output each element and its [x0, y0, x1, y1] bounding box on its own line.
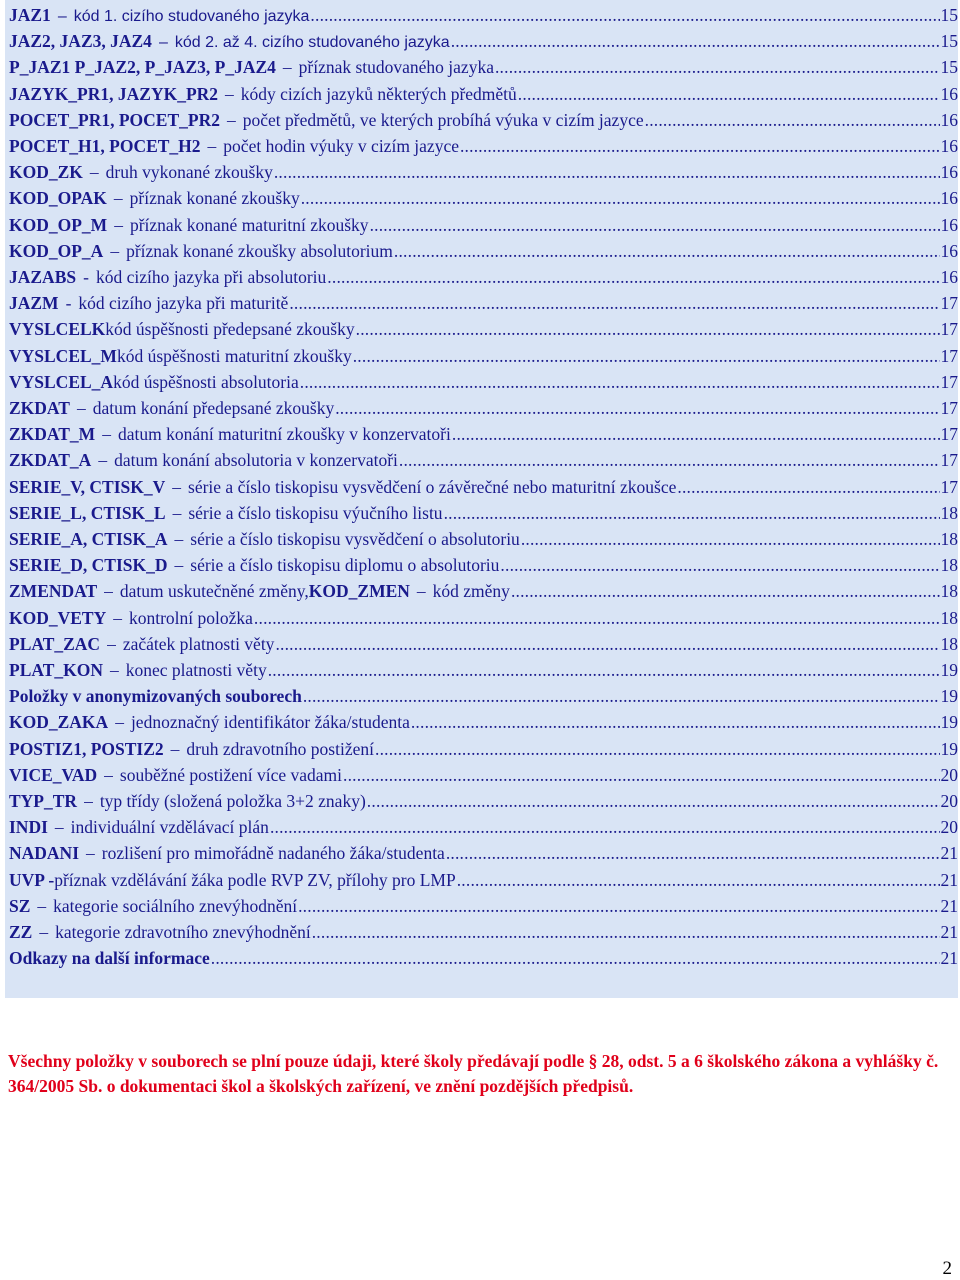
toc-entry-code: JAZABS	[9, 267, 77, 287]
toc-entry-code: ZKDAT_M	[9, 424, 96, 445]
dot-leader	[254, 605, 940, 631]
toc-entry-description: jednoznačný identifikátor žáka/studenta	[130, 712, 410, 733]
toc-entry-description: kontrolní položka	[128, 607, 253, 628]
toc-entry-separator: –	[84, 791, 93, 811]
toc-entry[interactable]	[9, 421, 958, 447]
toc-entry[interactable]	[9, 657, 958, 683]
toc-entry[interactable]	[9, 736, 958, 762]
toc-entry-page-number: 17	[940, 398, 958, 418]
toc-entry[interactable]	[9, 840, 958, 866]
toc-entry-code: JAZM	[9, 293, 59, 314]
toc-entry-page-number: 18	[940, 555, 958, 576]
toc-entry-page-number: 21	[940, 869, 958, 890]
toc-entry-description: kód úspěšnosti maturitní zkoušky	[116, 345, 352, 366]
toc-entry-separator: –	[225, 83, 234, 104]
toc-entry-description: příznak konané maturitní zkoušky	[129, 214, 369, 235]
dot-leader	[289, 290, 939, 316]
toc-entry-description: série a číslo tiskopisu výučního listu	[188, 502, 443, 523]
toc-entry[interactable]	[9, 631, 958, 657]
toc-entry-separator: –	[39, 922, 49, 942]
toc-entry-description: série a číslo tiskopisu vysvědčení o závěrečné nebo maturitní zkoušce	[188, 476, 677, 497]
toc-entry-description: kód úspěšnosti předepsané zkoušky	[105, 319, 355, 340]
dot-leader	[495, 54, 940, 80]
toc-entry-separator: –	[226, 109, 236, 130]
toc-entry-page-number: 17	[940, 293, 958, 314]
toc-entry-description: datum uskutečněné změny,	[119, 581, 309, 602]
legal-notice: Všechny položky v souborech se plní pouze údaji, které školy předávají podle § 28, odst. 5 a 6 školského zákona a vyhlášky č. 364/2005 Sb. o dokumentaci škol a školských zařízení, ve znění pozdějších předpisů.	[8, 1051, 939, 1096]
dot-leader	[300, 369, 940, 395]
toc-entry-separator: –	[98, 450, 108, 471]
toc-entry-page-number: 18	[940, 607, 958, 628]
toc-entry[interactable]	[9, 814, 958, 840]
dot-leader	[327, 264, 939, 290]
table-of-contents	[5, 0, 958, 998]
toc-entry-page-number: 17	[940, 371, 958, 392]
toc-entry-code: VYSLCEL_M	[9, 345, 117, 366]
dot-leader	[270, 814, 940, 840]
toc-entry-page-number: 15	[940, 31, 958, 52]
toc-entry-page-number: 21	[940, 922, 958, 942]
toc-entry-page-number: 20	[940, 764, 958, 785]
dot-leader	[444, 500, 940, 526]
toc-entry-page-number: 18	[940, 581, 958, 602]
dot-leader	[298, 893, 939, 919]
dot-leader	[511, 578, 940, 604]
dot-leader	[310, 2, 939, 28]
toc-entry-code: INDI	[9, 817, 48, 838]
toc-entry-code: ZKDAT_A	[9, 450, 92, 471]
toc-entry-description: série a číslo tiskopisu diplomu o absolutoriu	[190, 555, 500, 576]
toc-entry-page-number: 19	[940, 660, 958, 680]
toc-entry-code: POCET_PR1, POCET_PR2	[9, 109, 220, 130]
dot-leader	[370, 212, 940, 238]
toc-entry[interactable]	[9, 395, 958, 421]
dot-leader	[211, 945, 940, 971]
toc-entry[interactable]	[9, 919, 958, 945]
toc-entry-separator: –	[174, 529, 184, 549]
toc-entry-page-number: 16	[940, 240, 958, 261]
toc-entry-separator: –	[282, 57, 292, 78]
toc-entry-code: UVP -	[9, 869, 55, 890]
toc-entry-code: SERIE_D, CTISK_D	[9, 555, 168, 576]
dot-leader	[645, 107, 940, 133]
toc-entry-description: počet hodin výuky v cizím jazyce	[223, 136, 459, 156]
toc-entry-separator: –	[104, 581, 113, 602]
toc-entry[interactable]	[9, 316, 958, 342]
toc-entry-description: příznak vzdělávání žáka podle RVP ZV, přílohy pro LMP	[54, 869, 456, 890]
dot-leader	[460, 133, 940, 159]
toc-entry[interactable]	[9, 762, 958, 788]
toc-entry[interactable]	[9, 526, 958, 552]
toc-entry-description: kód 2. až 4. cizího studovaného jazyka	[174, 34, 450, 52]
toc-entry-description: příznak studovaného jazyka	[298, 57, 494, 78]
toc-entry-code: SERIE_A, CTISK_A	[9, 529, 168, 549]
toc-entry[interactable]	[9, 290, 958, 316]
toc-entry[interactable]	[9, 238, 958, 264]
toc-entry-code: VYSLCEL_A	[9, 371, 114, 392]
toc-entry[interactable]	[9, 343, 958, 369]
toc-entry-description: kód úspěšnosti absolutoria	[113, 371, 299, 392]
dot-leader	[452, 421, 940, 447]
toc-entry-page-number: 20	[940, 817, 958, 838]
dot-leader	[394, 238, 940, 264]
dot-leader	[335, 395, 939, 421]
toc-entry[interactable]	[9, 81, 958, 107]
dot-leader	[375, 736, 940, 762]
toc-entry-separator: -	[65, 293, 72, 314]
toc-entry-separator: –	[172, 476, 182, 497]
toc-entry-code: SZ	[9, 895, 31, 916]
toc-entry[interactable]	[9, 552, 958, 578]
toc-entry-separator: –	[174, 555, 184, 576]
toc-entry-code: TYP_TR	[9, 791, 78, 811]
toc-entry[interactable]	[9, 709, 958, 735]
toc-entry-page-number: 15	[940, 5, 958, 25]
toc-entry-code: ZZ	[9, 922, 33, 942]
toc-entry[interactable]	[9, 945, 958, 971]
toc-entry-description: příznak konané zkoušky	[129, 188, 300, 209]
toc-entry-code: POCET_H1, POCET_H2	[9, 136, 201, 156]
toc-entry-code: VICE_VAD	[9, 764, 98, 785]
toc-entry-code: JAZYK_PR1, JAZYK_PR2	[9, 83, 219, 104]
toc-entry-description: rozlišení pro mimořádně nadaného žáka/studenta	[101, 843, 445, 864]
toc-entry-code: SERIE_L, CTISK_L	[9, 502, 166, 523]
toc-entry-description: kategorie sociálního znevýhodnění	[53, 895, 298, 916]
toc-entry-code: VYSLCELK	[9, 319, 106, 340]
toc-entry-description: datum konání absolutoria v konzervatoři	[114, 450, 398, 471]
toc-entry-page-number: 16	[940, 109, 958, 130]
toc-entry-page-number: 19	[940, 712, 958, 733]
toc-entry-description: kód změny	[432, 581, 510, 602]
toc-entry-page-number: 19	[940, 686, 958, 707]
toc-entry-description: kód cizího jazyka při absolutoriu	[95, 267, 327, 287]
dot-leader	[303, 683, 940, 709]
toc-entry-separator: –	[170, 738, 180, 759]
toc-entry[interactable]	[9, 28, 958, 54]
toc-entry-description: kategorie zdravotního znevýhodnění	[55, 922, 311, 942]
dot-leader	[399, 447, 940, 473]
toc-entry-page-number: 18	[940, 633, 958, 654]
toc-entry-page-number: 17	[940, 424, 958, 445]
toc-entry-separator: –	[207, 136, 217, 156]
toc-entry[interactable]	[9, 159, 958, 185]
toc-entry[interactable]	[9, 2, 958, 28]
toc-entry-code: NADANI	[9, 843, 79, 864]
toc-entry-separator: –	[104, 764, 113, 785]
toc-entry-code: ZKDAT	[9, 398, 70, 418]
toc-entry-description: datum konání maturitní zkoušky v konzervatoři	[117, 424, 451, 445]
toc-entry-description: počet předmětů, ve kterých probíhá výuka v cizím jazyce	[242, 109, 644, 130]
toc-entry-code: KOD_ZMEN	[308, 581, 410, 602]
toc-entry[interactable]	[9, 447, 958, 473]
dot-leader	[500, 552, 939, 578]
toc-entry-page-number: 15	[940, 57, 958, 78]
dot-leader	[301, 185, 940, 211]
toc-entry-code: KOD_VETY	[9, 607, 107, 628]
dot-leader	[411, 709, 940, 735]
toc-entry-code: SERIE_V, CTISK_V	[9, 476, 166, 497]
toc-entry-separator: –	[113, 607, 122, 628]
toc-entry-page-number: 17	[940, 476, 958, 497]
toc-entry-page-number: 18	[940, 529, 958, 549]
toc-entry-description: druh vykonané zkoušky	[105, 162, 273, 183]
toc-entry-description: kód 1. cizího studovaného jazyka	[73, 8, 310, 25]
dot-leader	[677, 474, 939, 500]
dot-leader	[343, 762, 940, 788]
toc-entry-page-number: 20	[940, 791, 958, 811]
dot-leader	[353, 343, 940, 369]
dot-leader	[521, 526, 940, 552]
toc-entry[interactable]	[9, 605, 958, 631]
toc-entry-page-number: 16	[940, 136, 958, 156]
toc-entry-description: individuální vzdělávací plán	[70, 817, 269, 838]
toc-entry-code: PLAT_ZAC	[9, 633, 101, 654]
toc-entry[interactable]	[9, 578, 958, 604]
dot-leader	[446, 840, 940, 866]
toc-entry-page-number: 16	[940, 188, 958, 209]
toc-entry-page-number: 16	[940, 83, 958, 104]
toc-entry-separator: –	[89, 162, 99, 183]
toc-entry[interactable]	[9, 54, 958, 80]
dot-leader	[268, 657, 940, 683]
toc-entry-separator: -	[83, 267, 89, 287]
toc-entry-separator: –	[54, 817, 64, 838]
toc-entry-code: KOD_OPAK	[9, 188, 107, 209]
toc-entry[interactable]	[9, 867, 958, 893]
toc-entry-page-number: 17	[940, 450, 958, 471]
toc-entry-code: KOD_ZK	[9, 162, 83, 183]
toc-entry-code: KOD_ZAKA	[9, 712, 109, 733]
toc-entry-separator: –	[416, 581, 426, 602]
toc-entry-description: souběžné postižení více vadami	[119, 764, 342, 785]
toc-entry[interactable]	[9, 369, 958, 395]
dot-leader	[274, 159, 940, 185]
toc-entry-page-number: 21	[940, 948, 958, 969]
toc-entry-page-number: 17	[940, 345, 958, 366]
toc-entry[interactable]	[9, 474, 958, 500]
toc-entry-description: kódy cizích jazyků některých předmětů	[240, 83, 517, 104]
toc-entry-page-number: 21	[940, 895, 958, 916]
toc-entry-page-number: 17	[940, 319, 958, 340]
toc-entry-description: typ třídy (složená položka 3+2 znaky)	[99, 791, 366, 811]
toc-entry-description: začátek platnosti věty	[122, 633, 275, 654]
toc-entry-description: konec platnosti věty	[125, 660, 267, 680]
toc-entry[interactable]	[9, 212, 958, 238]
toc-entry-code: Odkazy na další informace	[9, 948, 210, 969]
toc-entry-description: série a číslo tiskopisu vysvědčení o absolutoriu	[190, 529, 520, 549]
dot-leader	[518, 81, 940, 107]
page-number: 2	[942, 1258, 952, 1279]
toc-entry-code: ZMENDAT	[9, 581, 98, 602]
toc-entry[interactable]	[9, 683, 958, 709]
toc-entry-separator: –	[110, 660, 119, 680]
toc-entry[interactable]	[9, 185, 958, 211]
toc-entry-page-number: 16	[940, 267, 958, 287]
toc-entry[interactable]	[9, 500, 958, 526]
toc-entry-code: POSTIZ1, POSTIZ2	[9, 738, 164, 759]
toc-entry-separator: –	[57, 8, 67, 25]
toc-entry-description: kód cizího jazyka při maturitě	[78, 293, 289, 314]
dot-leader	[275, 631, 939, 657]
toc-entry-page-number: 21	[940, 843, 958, 864]
dot-leader	[457, 867, 940, 893]
toc-entry-separator: –	[86, 843, 95, 864]
toc-entry-page-number: 16	[940, 214, 958, 235]
toc-entry-description: příznak konané zkoušky absolutorium	[126, 240, 393, 261]
toc-entry-code: Položky v anonymizovaných souborech	[9, 686, 302, 707]
dot-leader	[451, 28, 940, 54]
toc-entry-separator: –	[115, 712, 124, 733]
toc-entry-separator: –	[158, 34, 168, 52]
toc-entry[interactable]	[9, 893, 958, 919]
dot-leader	[367, 788, 940, 814]
toc-entry-separator: –	[37, 895, 47, 916]
toc-entry-separator: –	[107, 633, 116, 654]
toc-entry-separator: –	[76, 398, 86, 418]
toc-entry-code: P_JAZ1 P_JAZ2, P_JAZ3, P_JAZ4	[9, 57, 276, 78]
dot-leader	[356, 316, 940, 342]
toc-entry-code: KOD_OP_A	[9, 240, 104, 261]
toc-entry-page-number: 19	[940, 738, 958, 759]
toc-entry-separator: –	[113, 188, 123, 209]
toc-entry-page-number: 18	[940, 502, 958, 523]
toc-entry-description: druh zdravotního postižení	[186, 738, 374, 759]
toc-entry-code: KOD_OP_M	[9, 214, 108, 235]
toc-entry[interactable]	[9, 788, 958, 814]
toc-entry[interactable]	[9, 107, 958, 133]
toc-entry-separator: –	[102, 424, 111, 445]
toc-entry-code: JAZ1	[9, 5, 51, 25]
dot-leader	[312, 919, 940, 945]
toc-entry-code: JAZ2, JAZ3, JAZ4	[9, 31, 152, 52]
toc-entry-code: PLAT_KON	[9, 660, 103, 680]
toc-entry[interactable]	[9, 133, 958, 159]
toc-entry-description: datum konání předepsané zkoušky	[92, 398, 335, 418]
toc-entry-separator: –	[114, 214, 123, 235]
toc-entry-separator: –	[110, 240, 120, 261]
toc-entry[interactable]	[9, 264, 958, 290]
toc-entry-page-number: 16	[940, 162, 958, 183]
toc-entry-separator: –	[172, 502, 182, 523]
